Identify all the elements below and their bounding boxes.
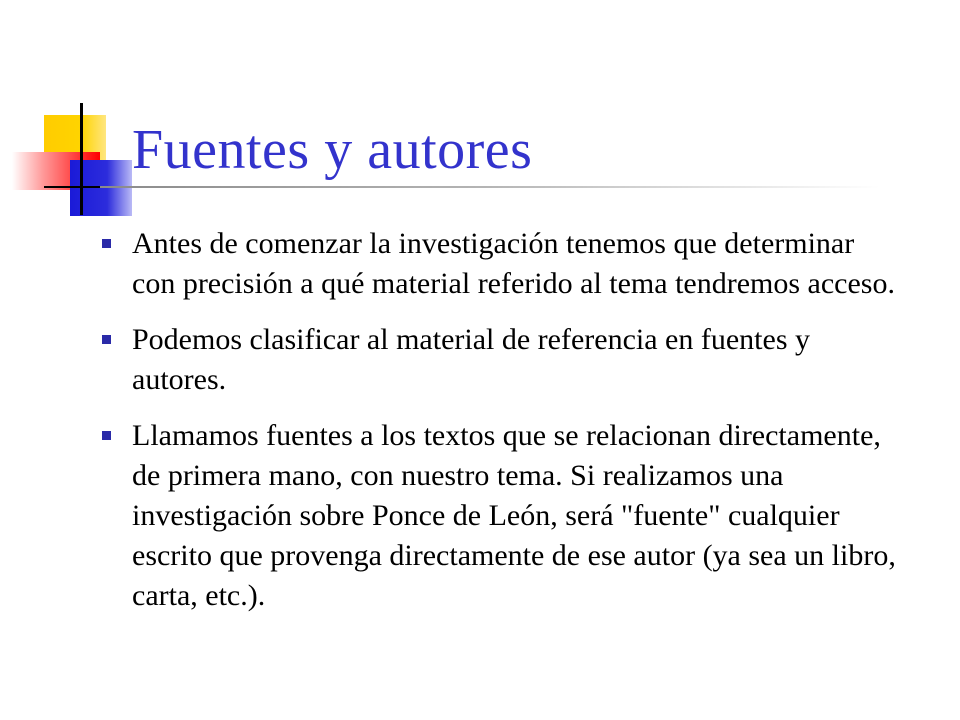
bullet-item <box>102 416 902 616</box>
horizontal-line <box>44 186 102 188</box>
bullet-list <box>102 224 902 632</box>
square-bullet-icon <box>102 431 111 440</box>
bullet-text: Antes de comenzar la investigación tenemos que determinar con precisión a qué material referido al tema tendremos acceso. <box>132 227 895 300</box>
square-bullet-icon <box>102 335 111 344</box>
square-bullet-icon <box>102 239 111 248</box>
bullet-text: Llamamos fuentes a los textos que se relacionan directamente, de primera mano, con nuestro tema. Si realizamos una investigación sobre Ponce de León, será "fuente" cualquier escrito que provenga directamente de ese autor (ya sea un libro, carta, etc.). <box>132 419 896 612</box>
vertical-line <box>80 103 83 215</box>
bullet-item <box>102 224 902 304</box>
title-underline <box>100 186 880 188</box>
slide-title: Fuentes y autores <box>132 119 533 181</box>
decorative-squares-logo <box>0 0 140 230</box>
bullet-text: Podemos clasificar al material de referencia en fuentes y autores. <box>132 323 811 396</box>
bullet-item <box>102 320 902 400</box>
